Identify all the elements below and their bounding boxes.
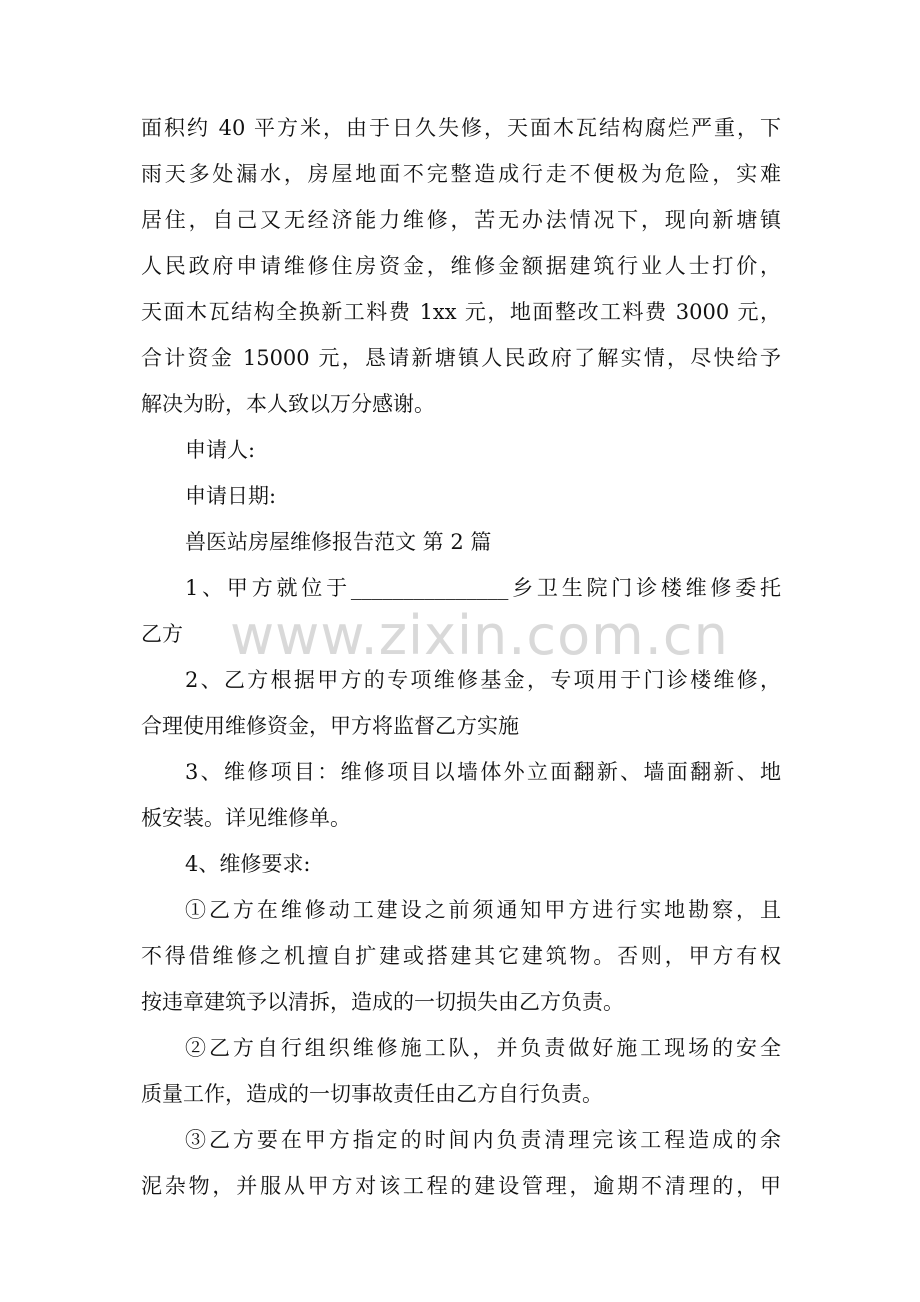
clause-2-line: 合理使用维修资金，甲方将监督乙方实施 xyxy=(141,714,519,738)
clause-1-line: 乙方 xyxy=(141,622,183,646)
clause-3-line: 板安装。详见维修单。 xyxy=(141,806,351,830)
clause-2-line: 2、乙方根据甲方的专项维修基金，专项用于门诊楼维修， xyxy=(185,668,781,692)
requirement-3-line: 泥杂物，并服从甲方对该工程的建设管理，逾期不清理的，甲 xyxy=(141,1174,781,1198)
applicant-label: 申请人: xyxy=(185,438,256,462)
clause-4-line: 4、维修要求: xyxy=(185,852,311,876)
requirement-2-line: 质量工作，造成的一切事故责任由乙方自行负责。 xyxy=(141,1082,603,1106)
paragraph-line: 人民政府申请维修住房资金，维修金额据建筑行业人士打价， xyxy=(141,254,781,278)
paragraph-line: 面积约 40 平方米，由于日久失修，天面木瓦结构腐烂严重，下 xyxy=(141,116,781,140)
requirement-3-line: ③乙方要在甲方指定的时间内负责清理完该工程造成的余 xyxy=(185,1128,781,1152)
requirement-1-line: ①乙方在维修动工建设之前须通知甲方进行实地勘察，且 xyxy=(185,898,781,922)
requirement-2-line: ②乙方自行组织维修施工队，并负责做好施工现场的安全 xyxy=(185,1036,781,1060)
application-date-label: 申请日期: xyxy=(185,484,277,508)
paragraph-line: 天面木瓦结构全换新工料费 1xx 元，地面整改工料费 3000 元， xyxy=(141,300,781,324)
requirement-1-line: 不得借维修之机擅自扩建或搭建其它建筑物。否则，甲方有权 xyxy=(141,944,781,968)
paragraph-line: 解决为盼，本人致以万分感谢。 xyxy=(141,392,435,416)
requirement-1-line: 按违章建筑予以清拆，造成的一切损失由乙方负责。 xyxy=(141,990,624,1014)
clause-1-line: 1、甲方就位于_______________乡卫生院门诊楼维修委托 xyxy=(185,576,781,600)
document-body xyxy=(141,108,781,1212)
clause-3-line: 3、维修项目：维修项目以墙体外立面翻新、墙面翻新、地 xyxy=(185,760,781,784)
watermark: www.zixin.com.cn xyxy=(230,604,729,667)
paragraph-line: 雨天多处漏水，房屋地面不完整造成行走不便极为危险，实难 xyxy=(141,162,781,186)
section-heading: 兽医站房屋维修报告范文 第 2 篇 xyxy=(185,530,492,554)
paragraph-line: 合计资金 15000 元，恳请新塘镇人民政府了解实情，尽快给予 xyxy=(141,346,781,370)
paragraph-line: 居住，自己又无经济能力维修，苦无办法情况下，现向新塘镇 xyxy=(141,208,781,232)
